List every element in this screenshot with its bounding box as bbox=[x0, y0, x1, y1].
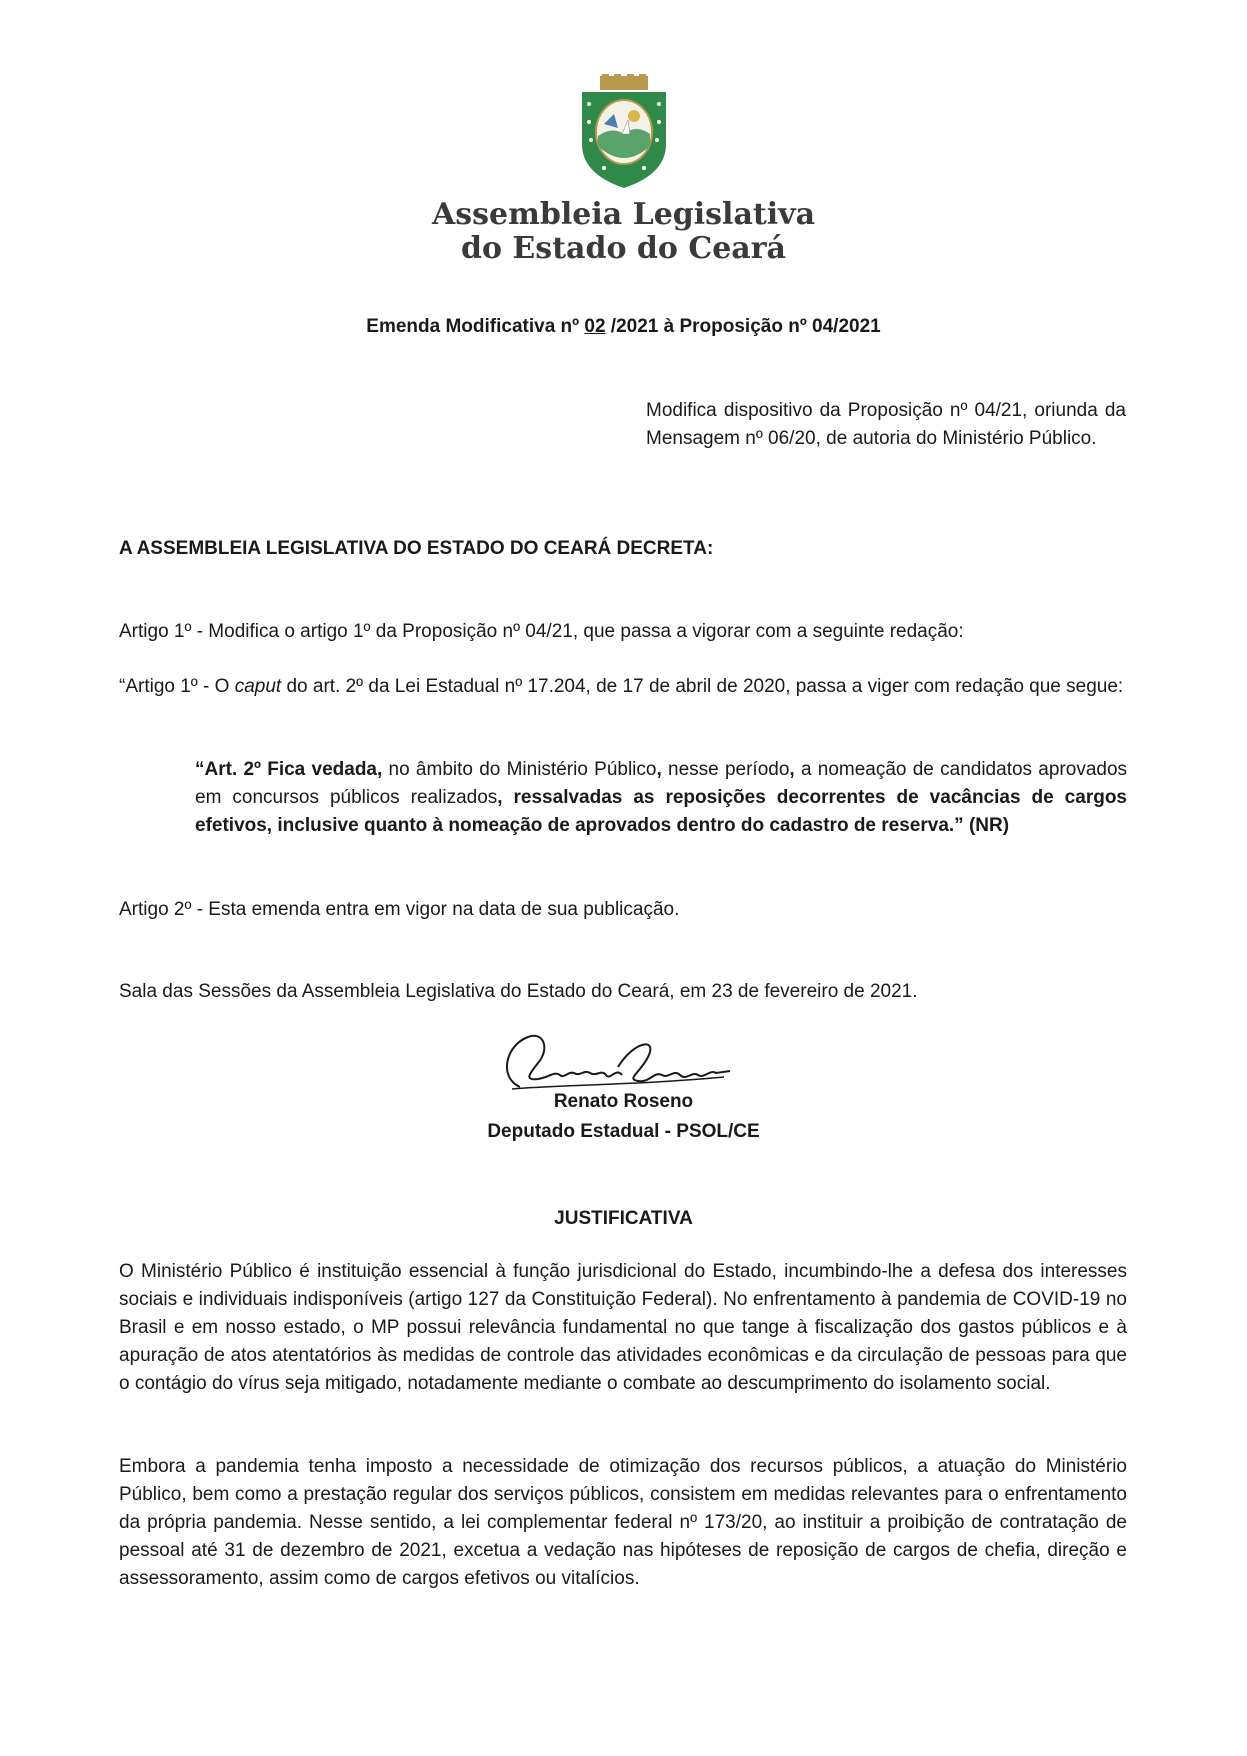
redacao-part1: “Artigo 1º - O bbox=[119, 676, 235, 697]
artigo-1-redacao bbox=[119, 673, 1127, 701]
artigo-1: Artigo 1º - Modifica o artigo 1º da Proposição nº 04/21, que passa a vigorar com a seguinte redação: bbox=[119, 621, 964, 642]
title-prefix: Emenda Modificativa nº bbox=[366, 316, 585, 337]
org-name-line1: Assembleia Legislativa bbox=[431, 197, 816, 232]
quote-text-1: no âmbito do Ministério Público bbox=[382, 759, 657, 780]
artigo-2: Artigo 2º - Esta emenda entra em vigor na data de sua publicação. bbox=[119, 899, 680, 920]
quote-bold-1: “Art. 2º Fica vedada, bbox=[195, 759, 383, 780]
title-suffix: /2021 à Proposição nº 04/2021 bbox=[605, 316, 881, 337]
signatory-role: Deputado Estadual - PSOL/CE bbox=[487, 1121, 760, 1142]
coat-of-arms-icon bbox=[574, 74, 674, 190]
redacao-part2: do art. 2º da Lei Estadual nº 17.204, de 17 de abril de 2020, passa a viger com redação que segue: bbox=[281, 676, 1124, 697]
quote-comma-2: , bbox=[789, 759, 795, 780]
justificativa-paragraph-2: Embora a pandemia tenha imposto a necessidade de otimização dos recursos públicos, a atuação do Ministério Público, bem como a prestação regular dos serviços públicos, consistem em medidas relevantes para o enfrentamento da própria pandemia. Nesse sentido, a lei complementar federal nº 173/20, ao instituir a proibição de contratação de pessoal até 31 de dezembro de 2021, excetua a vedação nas hipóteses de reposição de cargos de chefia, direção e assessoramento, assim como de cargos efetivos ou vitalícios. bbox=[119, 1456, 1127, 1589]
ementa-summary: Modifica dispositivo da Proposição nº 04/21, oriunda da Mensagem nº 06/20, de autoria do Ministério Público. bbox=[646, 400, 1126, 449]
decree-heading: A ASSEMBLEIA LEGISLATIVA DO ESTADO DO CEARÁ DECRETA: bbox=[119, 538, 714, 559]
signature-icon bbox=[498, 1027, 738, 1097]
quote-bold-2: , ressalvadas as reposições decorrentes de vacâncias de cargos efetivos, inclusive quanto à nomeação de aprovados dentro do cadastro de reserva.” (NR) bbox=[195, 787, 1127, 836]
quote-text-3: a nomeação de candidatos aprovados em concursos públicos realizados bbox=[195, 759, 1128, 808]
state-coat-of-arms-logo bbox=[0, 74, 1247, 195]
redacao-caput: caput bbox=[234, 676, 282, 697]
amendment-number: 02 bbox=[584, 316, 606, 337]
quoted-article bbox=[195, 756, 1127, 840]
sala-das-sessoes: Sala das Sessões da Assembleia Legislativa do Estado do Ceará, em 23 de fevereiro de 2021. bbox=[119, 981, 918, 1002]
organization-name bbox=[0, 198, 1247, 266]
quote-text-2: nesse período bbox=[661, 759, 790, 780]
org-name-line2: do Estado do Ceará bbox=[461, 231, 786, 266]
justificativa-heading: JUSTIFICATIVA bbox=[554, 1208, 693, 1229]
quote-comma-1: , bbox=[656, 759, 662, 780]
signatory-name: Renato Roseno bbox=[553, 1091, 694, 1112]
amendment-title bbox=[0, 316, 1247, 338]
justificativa-paragraph-1: O Ministério Público é instituição essencial à função jurisdicional do Estado, incumbindo-lhe a defesa dos interesses sociais e individuais indisponíveis (artigo 127 da Constituição Federal). No enfrentamento à pandemia de COVID-19 no Brasil e em nosso estado, o MP possui relevância fundamental no que tange à fiscalização dos gastos públicos e à apuração de atos atentatórios às medidas de controle das atividades econômicas e da circulação de pessoas para que o contágio do vírus seja mitigado, notadamente mediante o combate ao descumprimento do isolamento social. bbox=[119, 1261, 1127, 1394]
